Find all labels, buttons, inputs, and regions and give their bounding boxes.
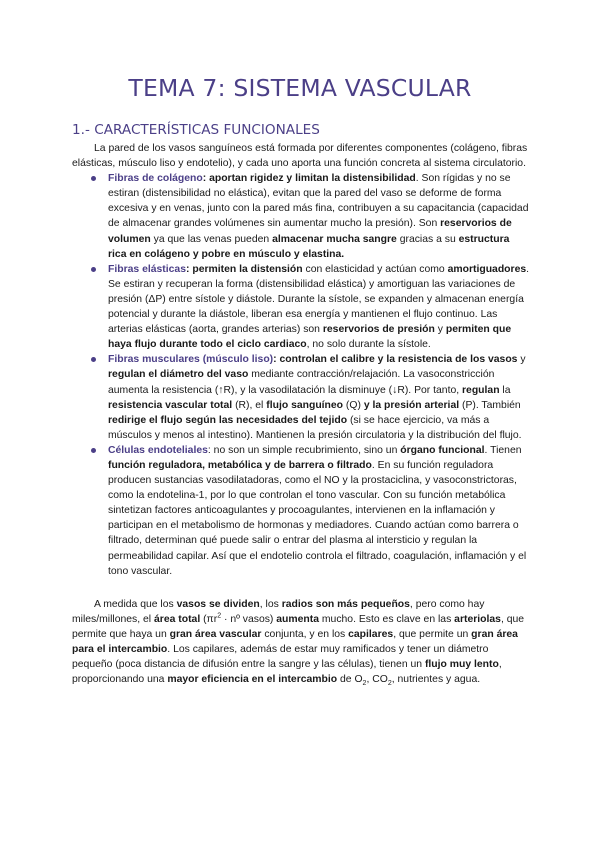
bullet-icon [91,176,96,181]
list-item: Fibras elásticas: permiten la distensión con elasticidad y actúan como amortiguadores. Se estiran y recuperan la forma (distensibilidad elástica) y amortiguan las variaciones de presión (ΔP) entre sístole y diástole. Durante la sístole, se expanden y almacenan energía potencial y durante la diástole, liberan esa energía y mantienen el flujo continuo. Las arterias elásticas (aorta, grandes arterias) son reservorios de presión y permiten que haya flujo durante todo el ciclo cardiaco, no solo durante la sístole. [72,262,530,353]
term: Fibras de colágeno [108,173,203,185]
list-item: Células endoteliales: no son un simple recubrimiento, sino un órgano funcional. Tienen función reguladora, metabólica y de barrera o filtrado. En su función reguladora producen sustancias vasodilatadoras, como el NO y la prostaciclina, y vasoconstrictoras, como la endotelina-1, por lo que controlan el tono vascular. Con su función metabólica sintetizan factores anticoagulantes y procoagulantes, intervienen en la inflamación y participan en el metabolismo de hormonas y mediadores. Cuando actúan como barrera o filtrado, determinan qué puede salir o entrar del plasma al intersticio y regulan la permeabilidad capilar. Así que el endotelio controla el filtrado, coagulación, inflamación y el tono vascular. [72,443,530,579]
section-heading: 1.- CARACTERÍSTICAS FUNCIONALES [72,122,320,138]
bullet-list [72,171,530,579]
paragraph-gap [72,579,530,597]
list-item: Fibras musculares (músculo liso): controlan el calibre y la resistencia de los vasos y regulan el diámetro del vaso mediante contracción/relajación. La vasoconstricción aumenta la resistencia (↑R), y la vasodilatación la disminuye (↓R). Por tanto, regulan la resistencia vascular total (R), el flujo sanguíneo (Q) y la presión arterial (P). También redirige el flujo según las necesidades del tejido (si se hace ejercicio, va más a músculos y menos al intestino). Mantienen la presión circulatoria y la distribución del flujo. [72,352,530,443]
bullet-icon [91,448,96,453]
term: Fibras elásticas [108,263,186,275]
term: Células endoteliales [108,444,208,456]
closing-paragraph: A medida que los vasos se dividen, los radios son más pequeños, pero como hay miles/millones, el área total ($\pi r^2$ · nº vasos) aumenta mucho. Esto es clave en las arteriolas, que permite que haya un gran área vascular conjunta, y en los capilares, que permite un gran área para el intercambio. Los capilares, además de estar muy ramificados y tener un diámetro pequeño (poca distancia de difusión entre la sangre y las células), tienen un flujo muy lento, proporcionando una mayor eficiencia en el intercambio de $O_2$, $CO_2$, nutrientes y agua. [72,598,525,688]
term: Fibras musculares (músculo liso) [108,354,274,366]
list-item: Fibras de colágeno: aportan rigidez y limitan la distensibilidad. Son rígidas y no se estiran (distensibilidad no elástica), evitan que la pared del vaso se deforme de forma excesiva y en venas, junto con la pared más fina, contribuyen a su capacitancia (capacidad de almacenar grandes volúmenes sin aumentar mucho la presión). Son reservorios de volumen ya que las venas pueden almacenar mucha sangre gracias a su estructura rica en colágeno y pobre en músculo y elastina. [72,171,530,262]
bullet-icon [91,357,96,362]
document-body [72,141,530,687]
bullet-icon [91,267,96,272]
intro-paragraph: La pared de los vasos sanguíneos está formada por diferentes componentes (colágeno, fibras elásticas, músculo liso y endotelio), y cada uno aporta una función concreta al sistema circulatorio. [72,143,528,170]
page-title: TEMA 7: SISTEMA VASCULAR [128,74,472,102]
